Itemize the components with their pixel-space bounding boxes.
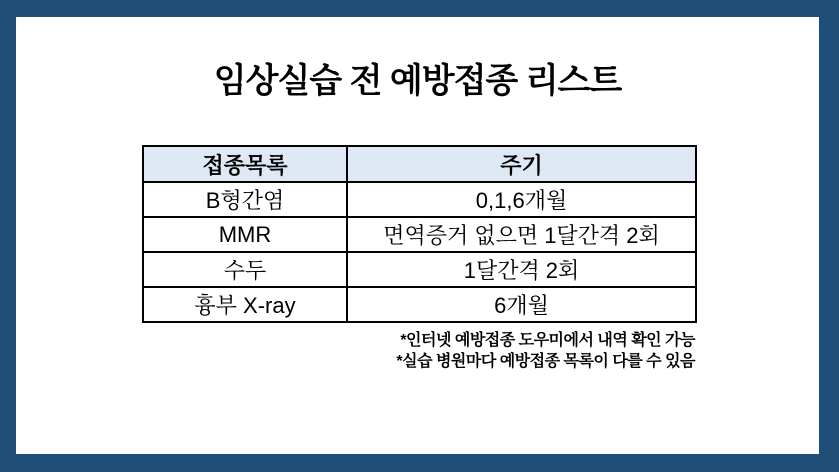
table-header-row — [143, 146, 696, 182]
table-row — [143, 217, 696, 252]
vaccine-cycle-cell: 1달간격 2회 — [347, 252, 696, 287]
table-row — [143, 287, 696, 322]
slide-content — [16, 17, 819, 454]
vaccine-cycle-cell: 6개월 — [347, 287, 696, 322]
vaccine-name-cell: MMR — [143, 217, 347, 252]
vaccine-name-cell: 수두 — [143, 252, 347, 287]
vaccine-name-cell: B형간염 — [143, 182, 347, 217]
footnotes — [142, 330, 695, 372]
table-row — [143, 252, 696, 287]
footnote-line: *인터넷 예방접종 도우미에서 내역 확인 가능 — [400, 332, 695, 349]
page-title: 임상실습 전 예방접종 리스트 — [213, 62, 622, 100]
column-header-vaccine-list: 접종목록 — [143, 146, 347, 182]
column-header-cycle: 주기 — [347, 146, 696, 182]
table-row — [143, 182, 696, 217]
vaccine-cycle-cell: 0,1,6개월 — [347, 182, 696, 217]
vaccination-table — [142, 145, 697, 323]
vaccine-cycle-cell: 면역증거 없으면 1달간격 2회 — [347, 217, 696, 252]
vaccine-name-cell: 흉부 X-ray — [143, 287, 347, 322]
footnote-line: *실습 병원마다 예방접종 목록이 다를 수 있음 — [396, 353, 695, 370]
